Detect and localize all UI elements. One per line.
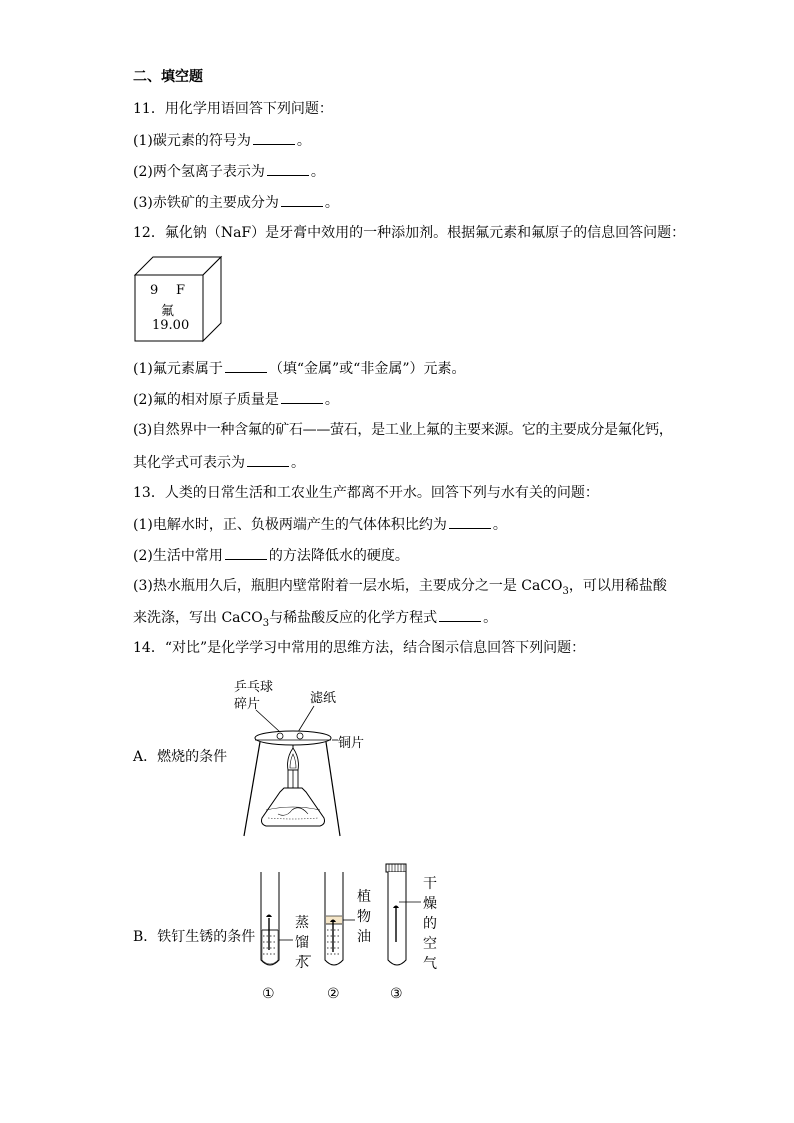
q13-part3-line1	[133, 576, 667, 602]
label-dry-air	[422, 874, 438, 974]
q12-part3-line2	[133, 452, 305, 473]
answer-blank[interactable]	[449, 514, 491, 529]
q12-part1-text: (1)氟元素属于	[133, 361, 223, 377]
q12-part3-text: 其化学式可表示为	[133, 455, 245, 471]
q12-part3-line1: (3)自然界中一种含氟的矿石——萤石，是工业上氟的主要来源。它的主要成分是氟化钙，	[133, 422, 673, 438]
q13-part1-end: 。	[492, 517, 507, 533]
q13-part3-text: (3)热水瓶用久后，瓶胆内壁常附着一层水垢，主要成分之一是 CaCO	[133, 578, 563, 594]
q14-stem: 14．“对比”是化学学习中常用的思维方法，结合图示信息回答下列问题：	[133, 640, 586, 656]
q11-part1-text: (1)碳元素的符号为	[133, 133, 251, 149]
tube-number-3: ③	[390, 986, 403, 1002]
label-char: 物	[357, 909, 371, 925]
answer-blank[interactable]	[225, 358, 267, 373]
q11-part2-end: 。	[310, 164, 325, 180]
q11-part2	[133, 161, 325, 182]
tube-number-1: ①	[262, 986, 275, 1002]
label-char: 馏	[295, 935, 309, 951]
label-char: 油	[357, 929, 371, 945]
q12-part2-text: (2)氟的相对原子质量是	[133, 392, 279, 408]
label-pingpong-2: 碎片	[234, 697, 261, 712]
q11-part1-end: 。	[296, 133, 311, 149]
q11-part1	[133, 130, 311, 151]
tile-mass: 19.00	[152, 318, 190, 333]
q13-part1	[133, 514, 507, 535]
label-pingpong-1: 乒乓球	[234, 680, 274, 695]
answer-blank[interactable]	[253, 130, 295, 145]
answer-blank[interactable]	[225, 545, 267, 560]
q13-part3-text-end: ，可以用稀盐酸	[568, 578, 667, 594]
q13-part1-text: (1)电解水时，正、负极两端产生的气体体积比约为	[133, 517, 447, 533]
q11-part3-text: (3)赤铁矿的主要成分为	[133, 195, 279, 211]
q12-part2	[133, 389, 339, 410]
answer-blank[interactable]	[281, 192, 323, 207]
q13-part3-line2-mid: 与稀盐酸反应的化学方程式	[269, 610, 438, 626]
label-copper-sheet: 铜片	[338, 736, 365, 751]
label-char: 空	[423, 936, 437, 952]
label-char: 的	[423, 916, 437, 932]
q12-part2-end: 。	[324, 392, 339, 408]
label-distilled-water	[294, 913, 310, 973]
subscript: 3	[262, 617, 270, 629]
figure-a-caption: A．燃烧的条件	[133, 749, 228, 765]
tile-atomic-number: 9	[150, 283, 159, 298]
label-vegetable-oil	[356, 887, 372, 947]
answer-blank[interactable]	[247, 452, 289, 467]
answer-blank[interactable]	[281, 389, 323, 404]
q13-part2	[133, 545, 409, 566]
label-char: 植	[357, 889, 371, 905]
label-char: 燥	[423, 896, 437, 912]
answer-blank[interactable]	[439, 607, 481, 622]
q13-part2-text: (2)生活中常用	[133, 548, 223, 564]
answer-blank[interactable]	[267, 161, 309, 176]
rusting-tubes-diagram	[255, 862, 425, 972]
q13-part2-end: 的方法降低水的硬度。	[268, 548, 409, 564]
combustion-apparatus-diagram	[228, 700, 348, 840]
tile-symbol: F	[176, 283, 186, 298]
label-char: 气	[423, 956, 437, 972]
figure-b-caption: B．铁钉生锈的条件	[133, 929, 256, 945]
q12-stem: 12．氟化钠（NaF）是牙膏中效用的一种添加剂。根据氟元素和氟原子的信息回答问题：	[133, 225, 686, 241]
q13-part3-line2	[133, 607, 497, 634]
q11-part2-text: (2)两个氢离子表示为	[133, 164, 265, 180]
q13-stem: 13．人类的日常生活和工农业生产都离不开水。回答下列与水有关的问题：	[133, 485, 599, 501]
section-title: 二、填空题	[133, 69, 203, 85]
q11-stem: 11．用化学用语回答下列问题：	[133, 101, 333, 117]
tube-number-2: ②	[327, 986, 340, 1002]
tile-name: 氟	[161, 304, 175, 319]
q12-part1	[133, 358, 465, 379]
label-char: 水	[295, 955, 309, 971]
q11-part3-end: 。	[324, 195, 339, 211]
label-char: 干	[423, 876, 437, 892]
q12-part3-end: 。	[291, 455, 305, 471]
q13-part3-line2-text: 来洗涤，写出 CaCO	[133, 610, 263, 626]
label-filter-paper: 滤纸	[310, 691, 337, 706]
q13-part3-line2-end: 。	[483, 610, 498, 626]
label-char: 蒸	[295, 915, 309, 931]
subscript: 3	[562, 585, 569, 597]
q11-part3	[133, 192, 339, 213]
q12-part1-end: （填“金属”或“非金属”）元素。	[268, 361, 466, 377]
